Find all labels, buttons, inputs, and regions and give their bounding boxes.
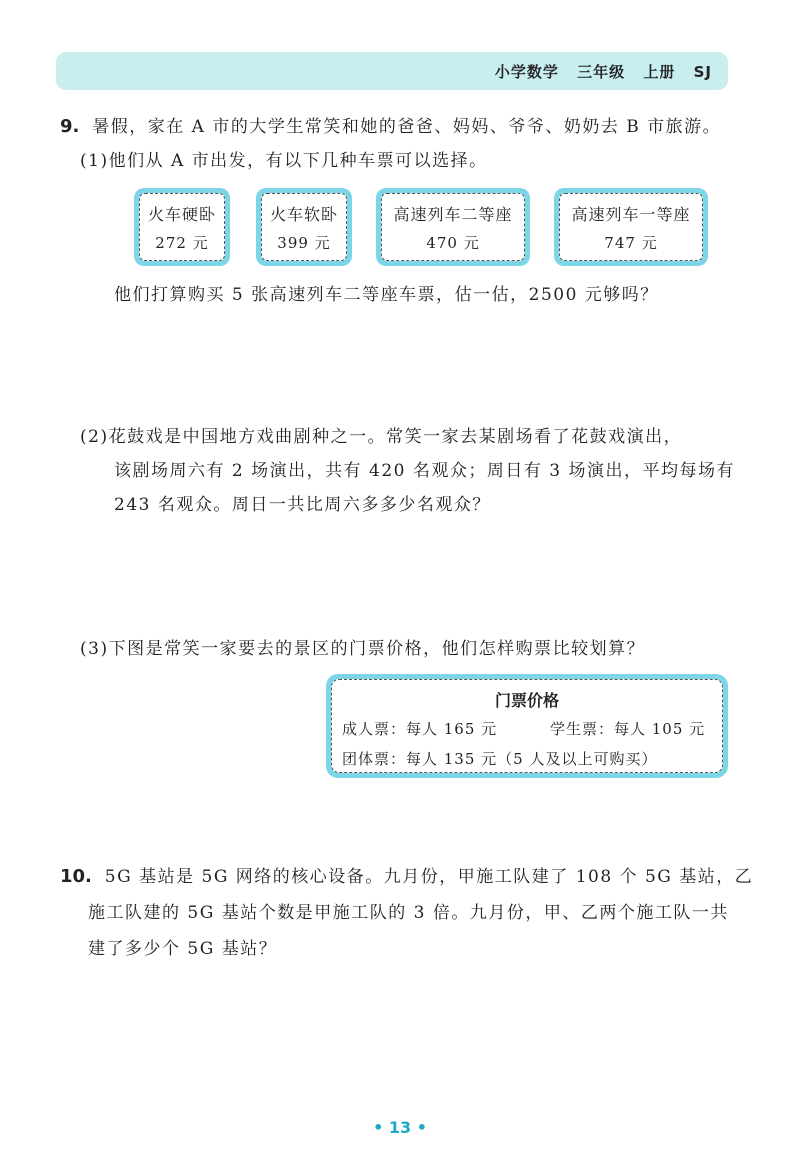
ticket-card bbox=[134, 188, 230, 266]
q9-number: 9. bbox=[60, 116, 80, 137]
ticket-name: 高速列车一等座 bbox=[571, 204, 691, 224]
q10-line1: 5G 基站是 5G 网络的核心设备。九月份，甲施工队建了 108 个 5G 基站，乙 bbox=[104, 867, 754, 887]
ticket-price: 399 元 bbox=[277, 233, 331, 252]
q9-intro: 暑假，家在 A 市的大学生常笑和她的爸爸、妈妈、爷爷、奶奶去 B 市旅游。 bbox=[92, 117, 722, 137]
ticket-card bbox=[554, 188, 708, 266]
ticket-price: 272 元 bbox=[155, 233, 209, 252]
q9-part2-line2: 该剧场周六有 2 场演出，共有 420 名观众；周日有 3 场演出，平均每场有 bbox=[114, 461, 736, 481]
ticket-name: 高速列车二等座 bbox=[393, 204, 513, 224]
adult-price: 成人票：每人 165 元 bbox=[342, 720, 498, 738]
volume-label: 上册 bbox=[643, 63, 676, 81]
book-info bbox=[483, 61, 712, 82]
ticket-name: 火车软卧 bbox=[269, 204, 338, 224]
header-bar bbox=[56, 52, 728, 90]
q9-part3-text: (3)下图是常笑一家要去的景区的门票价格，他们怎样购票比较划算？ bbox=[80, 639, 646, 659]
grade-label: 三年级 bbox=[577, 63, 626, 81]
subject-label: 小学数学 bbox=[494, 63, 559, 81]
ticket-price: 747 元 bbox=[604, 233, 658, 252]
q10-line2: 施工队建的 5G 基站个数是甲施工队的 3 倍。九月份，甲、乙两个施工队一共 bbox=[88, 903, 729, 923]
ticket-name: 火车硬卧 bbox=[147, 204, 216, 224]
q9-intro-line bbox=[60, 116, 721, 138]
q9-part1-question: 他们打算购买 5 张高速列车二等座车票，估一估，2500 元够吗？ bbox=[114, 285, 659, 305]
price-table-title: 门票价格 bbox=[494, 691, 559, 710]
student-price: 学生票：每人 105 元 bbox=[550, 720, 706, 738]
q10-number: 10. bbox=[60, 866, 92, 887]
ticket-card bbox=[256, 188, 352, 266]
q10-line3: 建了多少个 5G 基站？ bbox=[88, 939, 278, 959]
edition-label: SJ bbox=[693, 63, 712, 81]
page-number: • 13 • bbox=[373, 1118, 427, 1137]
q10-line1-wrap bbox=[60, 866, 753, 888]
ticket-price-table bbox=[326, 674, 728, 778]
group-price: 团体票：每人 135 元（5 人及以上可购买） bbox=[342, 750, 658, 768]
ticket-price: 470 元 bbox=[426, 233, 480, 252]
q9-part1-text: (1)他们从 A 市出发，有以下几种车票可以选择。 bbox=[80, 151, 488, 171]
q9-part2-line1: (2)花鼓戏是中国地方戏曲剧种之一。常笑一家去某剧场看了花鼓戏演出， bbox=[80, 427, 683, 447]
ticket-card bbox=[376, 188, 530, 266]
q9-part2-line3: 243 名观众。周日一共比周六多多少名观众？ bbox=[114, 495, 491, 515]
